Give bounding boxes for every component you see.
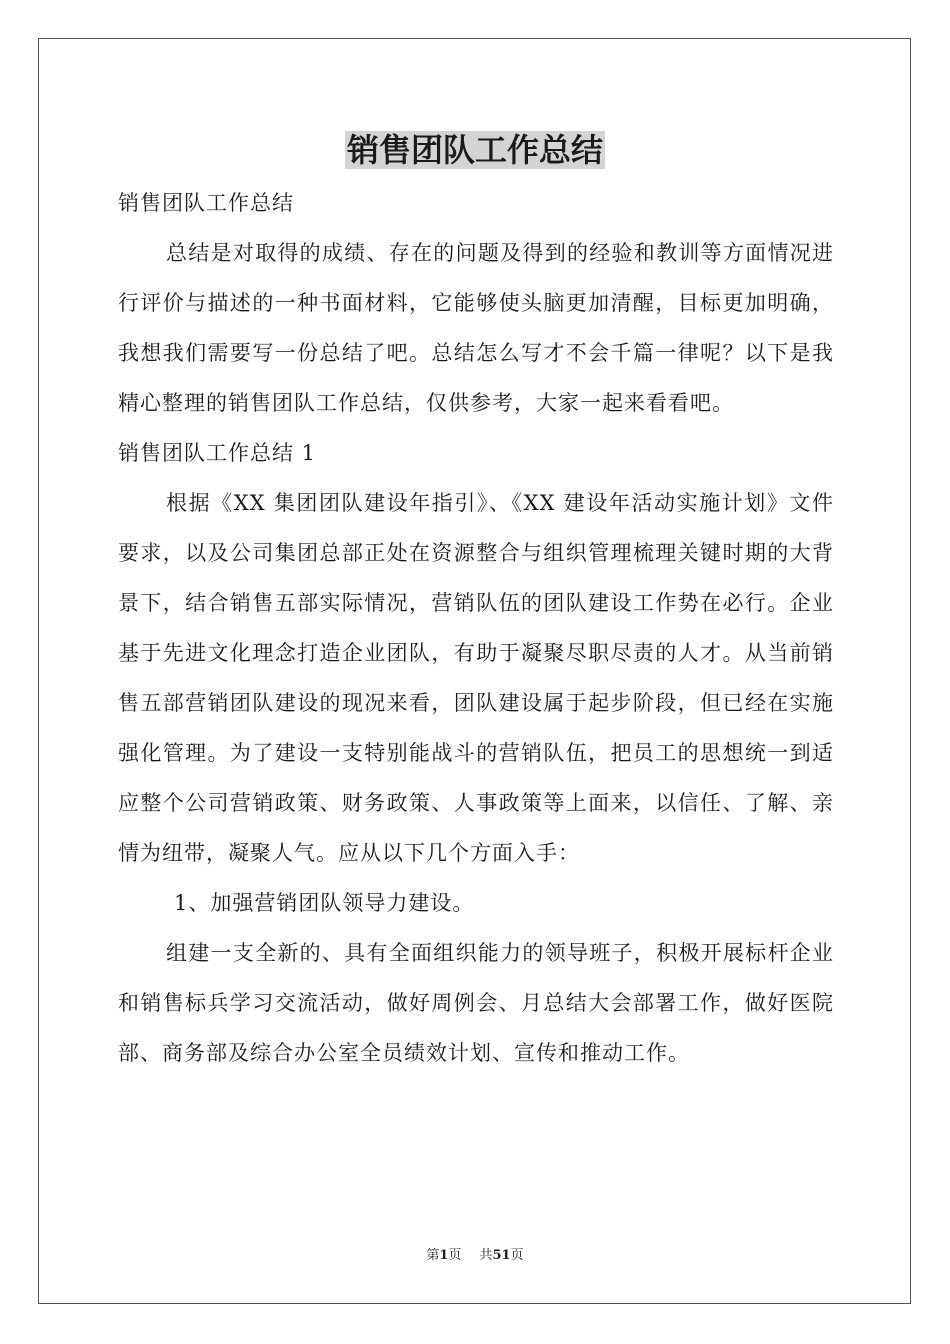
total-pages: 51	[492, 1248, 511, 1263]
page-footer	[0, 1247, 950, 1265]
intro-paragraph: 总结是对取得的成绩、存在的问题及得到的经验和教训等方面情况进行评价与描述的一种书面材料，它能够使头脑更加清醒，目标更加明确，我想我们需要写一份总结了吧。总结怎么写才不会千篇一律呢？以下是我精心整理的销售团队工作总结，仅供参考，大家一起来看看吧。	[118, 241, 834, 415]
list-item: 1、加强营销团队领导力建设。	[174, 891, 475, 915]
body-paragraph: 组建一支全新的、具有全面组织能力的领导班子，积极开展标杆企业和销售标兵学习交流活动，做好周例会、月总结大会部署工作，做好医院部、商务部及综合办公室全员绩效计划、宣传和推动工作。	[118, 941, 834, 1065]
document-title	[0, 128, 950, 172]
section-heading: 销售团队工作总结 1	[118, 441, 317, 465]
document-title-text: 销售团队工作总结	[346, 131, 603, 169]
document-subtitle: 销售团队工作总结	[118, 191, 294, 215]
document-body	[118, 178, 834, 1078]
page-number: 1	[439, 1248, 449, 1263]
page-number-suffix: 页	[448, 1248, 462, 1263]
total-pages-prefix: 共	[479, 1248, 493, 1263]
page-number-prefix: 第	[426, 1248, 440, 1263]
total-pages-suffix: 页	[510, 1248, 524, 1263]
body-paragraph: 根据《XX 集团团队建设年指引》、《XX 建设年活动实施计划》文件要求，以及公司集团总部正处在资源整合与组织管理梳理关键时期的大背景下，结合销售五部实际情况，营销队伍的团队建设工作势在必行。企业基于先进文化理念打造企业团队，有助于凝聚尽职尽责的人才。从当前销售五部营销团队建设的现况来看，团队建设属于起步阶段，但已经在实施强化管理。为了建设一支特别能战斗的营销队伍，把员工的思想统一到适应整个公司营销政策、财务政策、人事政策等上面来，以信任、了解、亲情为纽带，凝聚人气。应从以下几个方面入手：	[118, 491, 834, 865]
